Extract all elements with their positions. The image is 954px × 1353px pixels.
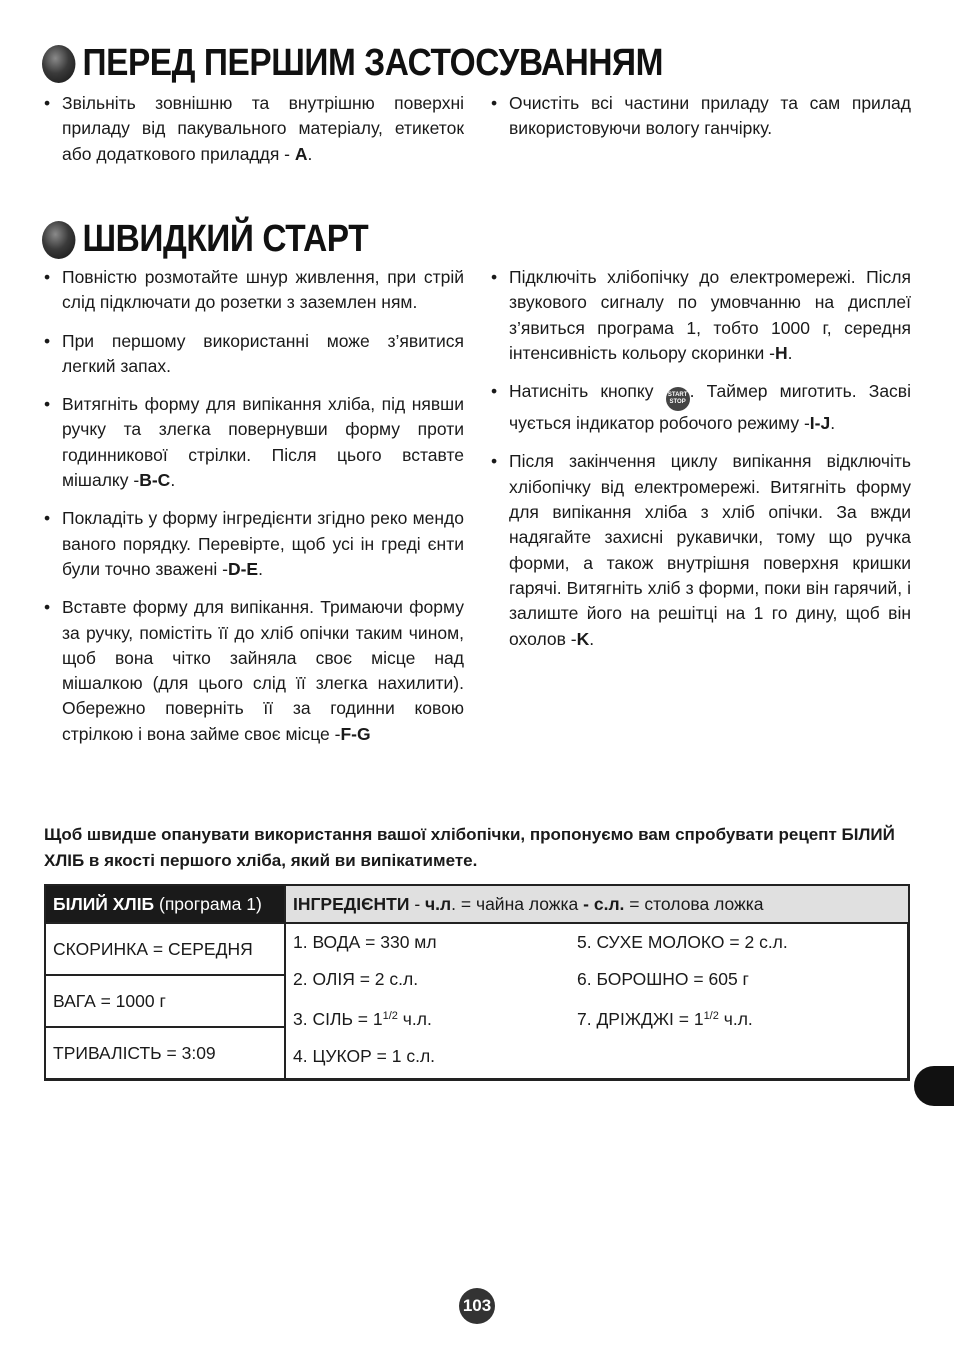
ingredient-item: 5. СУХЕ МОЛОКО = 2 с.л.	[577, 932, 788, 952]
list-item: • Повністю розмотайте шнур живлення, при стрій слід підключати до розетки з заземлен ням.	[44, 265, 464, 316]
start-stop-button-icon: START STOP	[666, 387, 690, 411]
duration-setting: ТРИВАЛІСТЬ = 3:09	[45, 1027, 285, 1080]
ingredient-item: 1. ВОДА = 330 мл	[293, 932, 437, 952]
section-title-text: ПЕРЕД ПЕРШИМ ЗАСТОСУВАННЯМ	[82, 42, 664, 84]
section2-right-column	[491, 265, 911, 665]
section-title-text: ШВИДКИЙ СТАРТ	[82, 218, 369, 260]
recipe-table	[44, 884, 910, 1081]
figure-ref: I-J	[809, 413, 831, 434]
figure-ref: H	[774, 342, 788, 363]
ingredients-cell	[285, 923, 909, 1080]
figure-ref: A	[294, 143, 308, 164]
bullet-disc-icon	[42, 45, 75, 83]
ingredient-item: 7. ДРІЖДЖІ = $1^{1/2}$ ч.л.	[577, 1009, 753, 1029]
list-item: • Витягніть форму для випікання хліба, під нявши ручку та злегка повернувши форму проти годинникової стрілки. Після цього вставте мішалку -B-C.	[44, 392, 464, 493]
crust-setting: СКОРИНКА = СЕРЕДНЯ	[45, 923, 285, 975]
bullet-disc-icon	[42, 221, 75, 259]
list-item: • Звільніть зовнішню та внутрішню поверхні приладу від пакувального матеріалу, етикеток або додаткового приладдя - A.	[44, 91, 464, 167]
list-item: • Покладіть у форму інгредієнти згідно реко мендо ваного порядку. Перевірте, щоб усі ін греді єнти були точно зважені -D-E.	[44, 506, 464, 582]
list-item: • Підключіть хлібопічку до електромережі. Після звукового сигналу по умовчанню на дисплеї з’явиться програма 1, тобто 1000 г, середня інтенсивність кольору скоринки -H.	[491, 265, 911, 366]
section-title-quick-start	[42, 218, 368, 261]
language-tab-marker	[914, 1066, 954, 1106]
ingredient-item: 6. БОРОШНО = 605 г	[577, 969, 749, 989]
table-header-row	[45, 885, 909, 923]
recipe-name-header: БІЛИЙ ХЛІБ (програма 1)	[45, 885, 285, 923]
section-title-before-first-use	[42, 42, 663, 85]
figure-ref: F-G	[340, 723, 371, 744]
section1-right-column	[491, 91, 911, 155]
list-item: • Вставте форму для випікання. Тримаючи форму за ручку, помістіть її до хліб опічки таким чином, щоб вона чітко зайняла своє місце над мішалкою (для цього слід її злегка нахилити). Обережно поверніть її за годинни ковою стрілкою і вона займе своє місце -F-G	[44, 595, 464, 747]
weight-setting: ВАГА = 1000 г	[45, 975, 285, 1027]
list-item: • Після закінчення циклу випікання відключіть хлібопічку від електромережі. Витягніть форму для випікання хліба з хліб опічки. За вжди надягайте захисні рукавички, тому що ручка форми, а також внутрішня поверхня кришки гарячі. Витягніть хліб з форми, поки він гарячий, і залиште його на решітці на 1 го дину, щоб він охолов -K.	[491, 449, 911, 651]
ingredient-item: 3. СІЛЬ = $1^{1/2}$ ч.л.	[293, 1009, 432, 1029]
section2-left-column	[44, 265, 464, 760]
ingredient-item: 2. ОЛІЯ = 2 с.л.	[293, 969, 419, 989]
list-item: • Очистіть всі частини приладу та сам прилад використовуючи вологу ганчірку.	[491, 91, 911, 142]
page-number: 103	[459, 1288, 495, 1324]
ingredients-header: ІНГРЕДІЄНТИ - ч.л. = чайна ложка - с.л. = столова ложка	[285, 885, 909, 923]
figure-ref: K	[576, 628, 590, 649]
section1-left-column	[44, 91, 464, 180]
figure-ref: D-E	[227, 558, 259, 579]
table-row	[45, 923, 909, 975]
ingredient-item: 4. ЦУКОР = 1 с.л.	[293, 1046, 436, 1066]
list-item: • При першому використанні може з’явитися легкий запах.	[44, 329, 464, 380]
recipe-intro: Щоб швидше опанувати використання вашої хлібопічки, пропонуємо вам спробувати рецепт БІЛИЙ ХЛІБ в якості першого хліба, який ви випікатимете.	[44, 825, 895, 870]
figure-ref: B-C	[139, 470, 171, 491]
list-item: • Натисніть кнопку START STOP. Таймер миготить. Засві чується індикатор робочого режиму -I-J.	[491, 379, 911, 436]
